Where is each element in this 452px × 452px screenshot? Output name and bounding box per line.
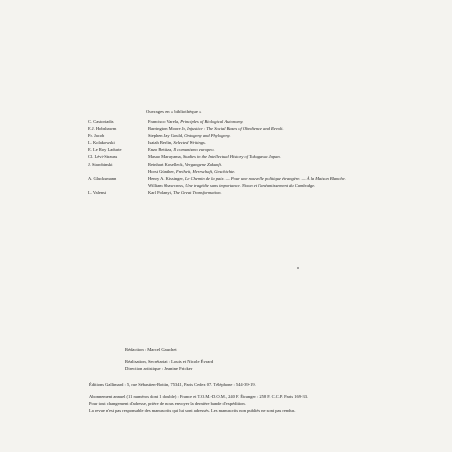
ouvrage-row <box>88 182 428 189</box>
ouvrage-author: Cl. Lévi-Strauss <box>88 154 118 160</box>
ouvrage-author: A. Glucksmann <box>88 175 117 181</box>
section-title: Ouvrages en « bibliothèque » <box>146 109 202 114</box>
ouvrage-author: J. Starobinski <box>88 161 113 167</box>
subscription-line: Abonnement annuel (11 numéros dont 1 double) : France et T.O.M.-D.O.M., 240 F. Étranger : 258 F. C.C.P. Paris 169-33. <box>89 394 309 400</box>
work-title: Le Chemin de la paix. — Pour une nouvelle politique étrangère. — À la Maison Blanche. <box>184 175 346 181</box>
work-author: Enzo Bettiza, <box>148 147 174 153</box>
work-title: The Great Transformation. <box>173 189 222 195</box>
work-title: Il comunismo europeo. <box>173 147 215 153</box>
work-author: William Shawcross, <box>148 182 186 188</box>
work-title: Freiheit, Herrschaft, Geschichte. <box>175 168 236 174</box>
ouvrage-row <box>88 153 428 160</box>
ouvrage-work <box>148 139 206 146</box>
credit-direction: Direction artistique : Jeanine Fricker <box>125 365 193 371</box>
work-author: Barrington Moore Jr, <box>148 126 188 132</box>
work-title: Principles of Biological Autonomy. <box>180 119 244 124</box>
ouvrage-work <box>148 146 215 153</box>
ouvrage-row <box>88 161 428 168</box>
ouvrage-work <box>148 175 346 182</box>
work-author: Francisco Varela, <box>148 119 181 124</box>
ouvrage-work <box>148 125 284 132</box>
work-title: Injustice : The Social Bases of Obedience and Revolt. <box>187 126 284 132</box>
address-change-line: Pour tout changement d'adresse, prière de nous envoyer la dernière bande d'expédition. <box>89 401 246 407</box>
work-author: Reinhart Koselleck, <box>148 161 185 167</box>
ouvrage-author: C. Castoriadis <box>88 119 114 124</box>
ouvrage-work <box>148 153 281 160</box>
work-author: Karl Polanyi, <box>148 189 174 195</box>
work-title: Ontogeny and Phylogeny. <box>184 133 231 139</box>
ouvrage-work <box>148 189 222 196</box>
page-mark <box>297 267 299 269</box>
ouvrage-work <box>148 168 235 175</box>
ouvrage-author: Fr. Jacob <box>88 133 105 139</box>
ouvrage-author: L. Valensi <box>88 189 107 195</box>
ouvrage-work <box>148 118 243 125</box>
work-author: Isaiah Berlin, <box>148 140 174 146</box>
ouvrage-author: E. Le Roy Ladurie <box>88 147 122 153</box>
work-title: Une tragédie sans importance. Nixon et l'anéantissement du Cambodge. <box>185 182 316 188</box>
ouvrage-row <box>88 132 428 139</box>
work-author: Henry A. Kissinger, <box>148 175 185 181</box>
ouvrage-row <box>88 146 428 153</box>
publisher-address: Éditions Gallimard : 5, rue Sébastien-Bottin, 75341, Paris Cedex 07. Téléphone : 544-39-19. <box>89 382 256 387</box>
work-title: Selected Writings. <box>173 140 206 146</box>
publisher-info <box>89 381 308 414</box>
ouvrage-row <box>88 168 428 175</box>
credits <box>125 347 213 373</box>
credit-redaction: Rédaction : Marcel Gauchet <box>125 347 177 352</box>
ouvrage-work <box>148 161 222 168</box>
ouvrages-list <box>88 118 428 196</box>
ouvrage-row <box>88 125 428 132</box>
credit-realisation: Réalisation, Secrétariat : Louis et Nicole Évrard <box>125 358 214 364</box>
work-author: Masao Maruyama, <box>148 154 183 160</box>
ouvrage-row <box>88 175 428 182</box>
ouvrage-author: L. Kolakowski <box>88 140 115 146</box>
ouvrage-author: E.J. Hobsbawm <box>88 126 117 132</box>
work-title: Vergangene Zukunft. <box>184 161 222 167</box>
ouvrage-work <box>148 182 315 189</box>
ouvrage-work <box>148 132 231 139</box>
work-title: Studies in the Intellectual History of Tokugawa Japan. <box>182 154 281 160</box>
ouvrage-row <box>88 189 428 196</box>
work-author: Horst Günther, <box>148 168 176 174</box>
work-author: Stephen Jay Gould, <box>148 133 185 139</box>
ouvrage-row <box>88 118 428 125</box>
disclaimer-line: La revue n'est pas responsable des manuscrits qui lui sont adressés. Les manuscrits non publiés ne sont pas rendus. <box>89 408 296 414</box>
ouvrage-row <box>88 139 428 146</box>
